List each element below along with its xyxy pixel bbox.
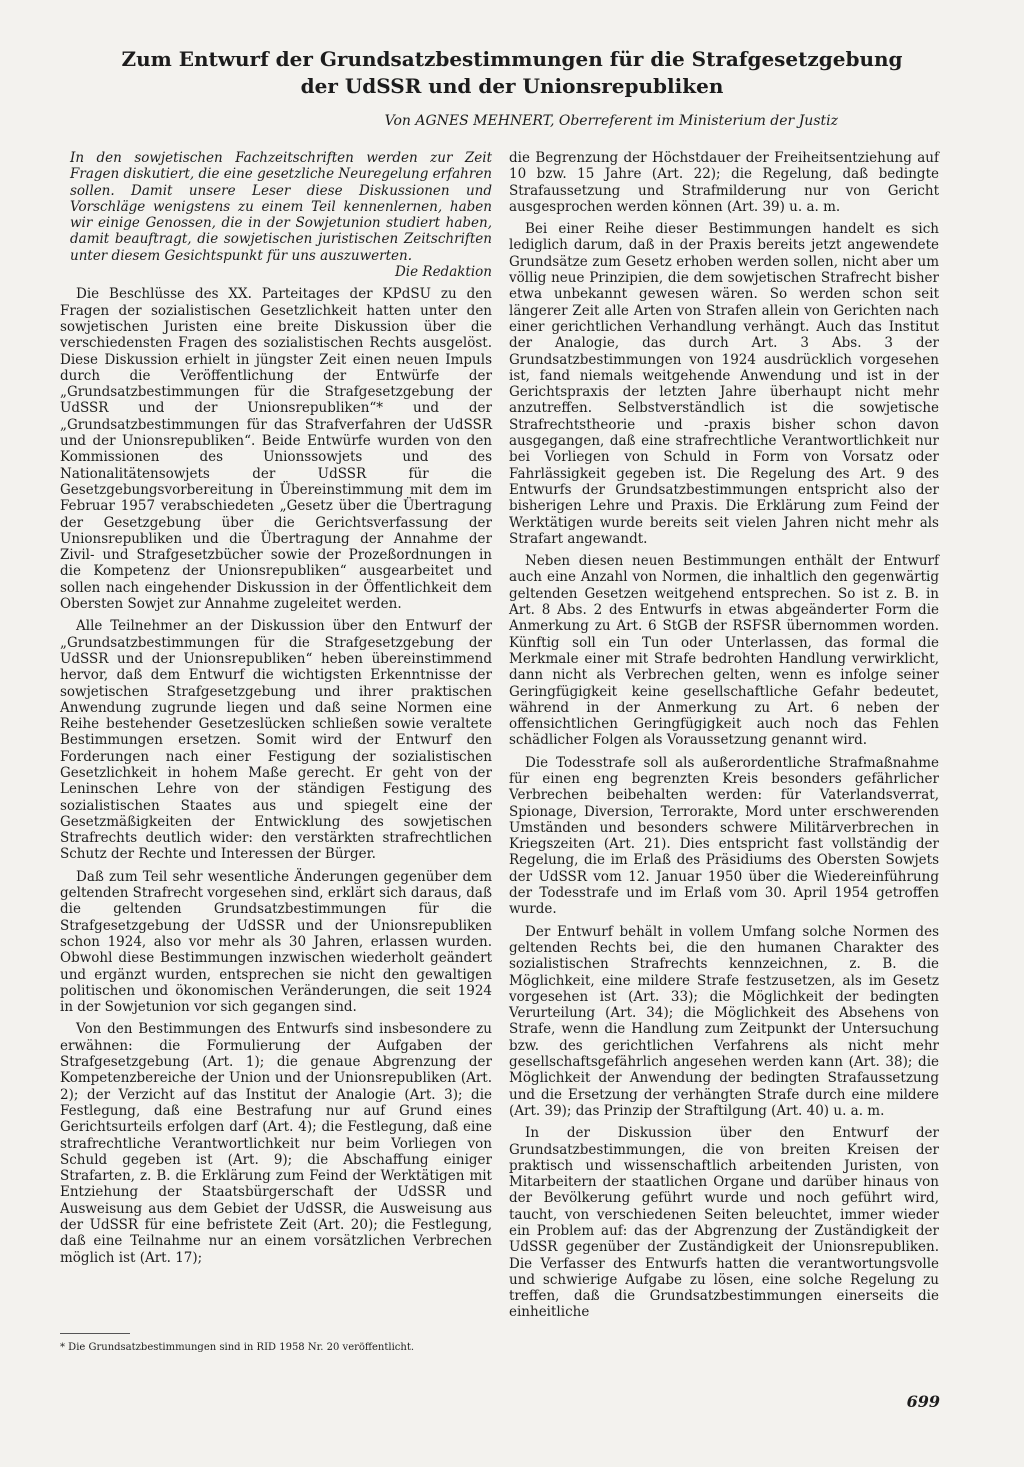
right-column bbox=[509, 150, 939, 1327]
footnote-divider bbox=[60, 1333, 130, 1334]
author-byline: Von AGNES MEHNERT, Oberreferent im Ministerium der Justiz bbox=[384, 113, 838, 129]
body-paragraph: Die Todesstrafe soll als außerordentliche Strafmaßnahme für einen eng begrenzten Kreis besonders gefährlicher Verbrechen beibehalten werden: für Vaterlandsverrat, Spionage, Diversion, Terrorakte, Mord unter erschwerenden Umständen und besonders schwere Militärverbrechen in Kriegszeiten (Art. 21). Dies entspricht fast vollständig der Regelung, die im Erlaß des Präsidiums des Obersten Sowjets der UdSSR vom 12. Januar 1950 über die Wiedereinführung der Todesstrafe und im Erlaß vom 30. April 1954 getroffen wurde. bbox=[509, 754, 939, 918]
article-title-line-1: Zum Entwurf der Grundsatzbestimmungen für die Strafgesetzgebung bbox=[121, 47, 903, 71]
footnote: * Die Grundsatzbestimmungen sind in RID 1958 Nr. 20 veröffentlicht. bbox=[60, 1342, 415, 1353]
body-paragraph: Der Entwurf behält in vollem Umfang solche Normen des geltenden Rechts bei, die den humanen Charakter des sozialistischen Strafrechts kennzeichnen, z. B. die Möglichkeit, eine mildere Strafe festzusetzen, als im Gesetz vorgesehen ist (Art. 33); die Möglichkeit der bedingten Verurteilung (Art. 34); die Möglichkeit des Absehens von Strafe, wenn die Handlung zum Zeitpunkt der Untersuchung bzw. des gerichtlichen Verfahrens als nicht mehr gesellschaftsgefährlich angesehen werden kann (Art. 38); die Möglichkeit der Anwendung der bedingten Strafaussetzung und die Ersetzung der verhängten Strafe durch eine mildere (Art. 39); das Prinzip der Straftilgung (Art. 40) u. a. m. bbox=[509, 923, 939, 1119]
body-paragraph: Bei einer Reihe dieser Bestimmungen handelt es sich lediglich darum, daß in der Praxis bereits jetzt angewendete Grundsätze zum Gesetz erhoben werden sollen, nicht aber um völlig neue Prinzipien, die dem sowjetischen Strafrecht bisher etwa unbekannt gewesen wären. So werden schon seit längerer Zeit alle Arten von Strafen allein von Gerichten nach einer gerichtlichen Verhandlung verhängt. Auch das Institut der Analogie, das durch Art. 3 Abs. 3 der Grundsatzbestimmungen von 1924 ausdrücklich vorgesehen ist, fand niemals weitgehende Anwendung und ist in der Gerichtspraxis der letzten Jahre überhaupt nicht mehr anzutreffen. Selbstverständlich ist die sowjetische Strafrechtstheorie und -praxis bisher schon davon ausgegangen, daß eine strafrechtliche Verantwortlichkeit nur bei Vorliegen von Schuld in Form von Vorsatz oder Fahrlässigkeit gegeben ist. Die Regelung des Art. 9 des Entwurfs der Grundsatzbestimmungen entspricht also der bisherigen Lehre und Praxis. Die Erklärung zum Feind der Werktätigen wurde bereits seit vielen Jahren nicht mehr als Strafart angewandt. bbox=[509, 221, 939, 547]
body-paragraph: In der Diskussion über den Entwurf der Grundsatzbestimmungen, die von breiten Kreisen der praktisch und wissenschaftlich arbeitenden Juristen, von Mitarbeitern der staatlichen Organe und darüber hinaus von der Bevölkerung geführt wurde und noch geführt wird, taucht, von verschiedenen Seiten beleuchtet, immer wieder ein Problem auf: das der Abgrenzung der Zuständigkeit der UdSSR gegenüber der Zuständigkeit der Unionsrepubliken. Die Verfasser des Entwurfs hatten die verantwortungsvolle und schwierige Aufgabe zu lösen, eine solche Regelung zu treffen, daß die Grundsatzbestimmungen einerseits die einheitliche bbox=[509, 1125, 939, 1321]
body-paragraph: Daß zum Teil sehr wesentliche Änderungen gegenüber dem geltenden Strafrecht vorgesehen sind, erklärt sich daraus, daß die geltenden Grundsatzbestimmungen für die Strafgesetzgebung der UdSSR und der Unionsrepubliken schon 1924, also vor mehr als 30 Jahren, erlassen wurden. Obwohl diese Bestimmungen inzwischen wiederholt geändert und ergänzt wurden, entsprechen sie nicht den gewaltigen politischen und ökonomischen Veränderungen, die seit 1924 in der Sowjetunion vor sich gegangen sind. bbox=[60, 868, 492, 1016]
body-paragraph: Von den Bestimmungen des Entwurfs sind insbesondere zu erwähnen: die Formulierung der Aufgaben der Strafgesetzgebung (Art. 1); die genaue Abgrenzung der Kompetenzbereiche der Union und der Unionsrepubliken (Art. 2); der Verzicht auf das Institut der Analogie (Art. 3); die Festlegung, daß eine Bestrafung nur auf Grund eines Gerichtsurteils erfolgen darf (Art. 4); die Festlegung, daß eine strafrechtliche Verantwortlichkeit nur beim Vorliegen von Schuld gegeben ist (Art. 9); die Abschaffung einiger Strafarten, z. B. die Erklärung zum Feind der Werktätigen mit Entziehung der Staatsbürgerschaft der UdSSR und Ausweisung aus dem Gebiet der UdSSR, die Ausweisung aus der UdSSR für eine befristete Zeit (Art. 20); die Festlegung, daß eine Teilnahme nur an einem vorsätzlichen Verbrechen möglich ist (Art. 17); bbox=[60, 1021, 492, 1266]
body-paragraph-continued: die Begrenzung der Höchstdauer der Freiheitsentziehung auf 10 bzw. 15 Jahre (Art. 22); die Regelung, daß bedingte Strafaussetzung und Strafmilderung nur von Gericht ausgesprochen werden können (Art. 39) u. a. m. bbox=[509, 150, 939, 215]
left-column bbox=[60, 150, 492, 1272]
editorial-note bbox=[60, 150, 492, 280]
body-paragraph: Neben diesen neuen Bestimmungen enthält der Entwurf auch eine Anzahl von Normen, die inhaltlich den gegenwärtig geltenden Gesetzen weitgehend entsprechen. So ist z. B. in Art. 8 Abs. 2 des Entwurfs in etwas abgeänderter Form die Anmerkung zu Art. 6 StGB der RSFSR übernommen worden. Künftig soll ein Tun oder Unterlassen, das formal die Merkmale einer mit Strafe bedrohten Handlung verwirklicht, dann nicht als Verbrechen gelten, wenn es infolge seiner Geringfügigkeit keine gesellschaftliche Gefahr bedeutet, während in der Anmerkung zu Art. 6 neben der offensichtlichen Geringfügigkeit auch noch das Fehlen schädlicher Folgen als Voraussetzung genannt wird. bbox=[509, 553, 939, 749]
editorial-signature: Die Redaktion bbox=[394, 264, 492, 281]
page-number: 699 bbox=[906, 1392, 940, 1411]
body-paragraph: Die Beschlüsse des XX. Parteitages der KPdSU zu den Fragen der sozialistischen Gesetzlichkeit hatten unter den sowjetischen Juristen eine breite Diskussion über die verschiedensten Fragen des sozialistischen Rechts ausgelöst. Diese Diskussion erhielt in jüngster Zeit einen neuen Impuls durch die Veröffentlichung der Entwürfe der „Grundsatzbestimmungen für die Strafgesetzgebung der UdSSR und der Unionsrepubliken“* und der „Grundsatzbestimmungen für das Strafverfahren der UdSSR und der Unionsrepubliken“. Beide Entwürfe wurden von den Kommissionen des Unionssowjets und des Nationalitätensowjets der UdSSR für die Gesetzgebungsvorbereitung in Übereinstimmung mit dem im Februar 1957 verabschiedeten „Gesetz über die Übertragung der Gesetzgebung über die Gerichtsverfassung der Unionsrepubliken und die Übertragung der Annahme der Zivil- und Strafgesetzbücher sowie der Prozeßordnungen in die Kompetenz der Unionsrepubliken“ ausgearbeitet und sollen nach eingehender Diskussion in der Öffentlichkeit dem Obersten Sowjet zur Annahme zugeleitet werden. bbox=[60, 286, 492, 613]
article-title-line-2: der UdSSR und der Unionsrepubliken bbox=[300, 74, 724, 98]
body-paragraph: Alle Teilnehmer an der Diskussion über den Entwurf der „Grundsatzbestimmungen für die Strafgesetzgebung der UdSSR und der Unionsrepubliken“ heben übereinstimmend hervor, daß dem Entwurf die wichtigsten Erkenntnisse der sowjetischen Strafgesetzgebung und ihrer praktischen Anwendung zugrunde liegen und daß seine Normen eine Reihe bestehender Gesetzeslücken schließen sowie veraltete Bestimmungen ersetzen. Somit wird der Entwurf den Forderungen nach einer Festigung der sozialistischen Gesetzlichkeit in hohem Maße gerecht. Er geht von der Leninschen Lehre von der ständigen Festigung des sozialistischen Staates aus und spiegelt eine der Gesetzmäßigkeiten der Entwicklung des sowjetischen Strafrechts deutlich wider: den verstärkten strafrechtlichen Schutz der Rechte und Interessen der Bürger. bbox=[60, 618, 492, 863]
article-title bbox=[100, 46, 924, 100]
editorial-text: In den sowjetischen Fachzeitschriften werden zur Zeit Fragen diskutiert, die eine gesetzliche Neuregelung erfahren sollen. Damit unsere Leser diese Diskussionen und Vorschläge wenigstens zu einem Teil kennenlernen, haben wir einige Genossen, die in der Sowjetunion studiert haben, damit beauftragt, die sowjetischen juristischen Zeitschriften unter diesem Gesichtspunkt für uns auszuwerten. bbox=[70, 150, 492, 264]
